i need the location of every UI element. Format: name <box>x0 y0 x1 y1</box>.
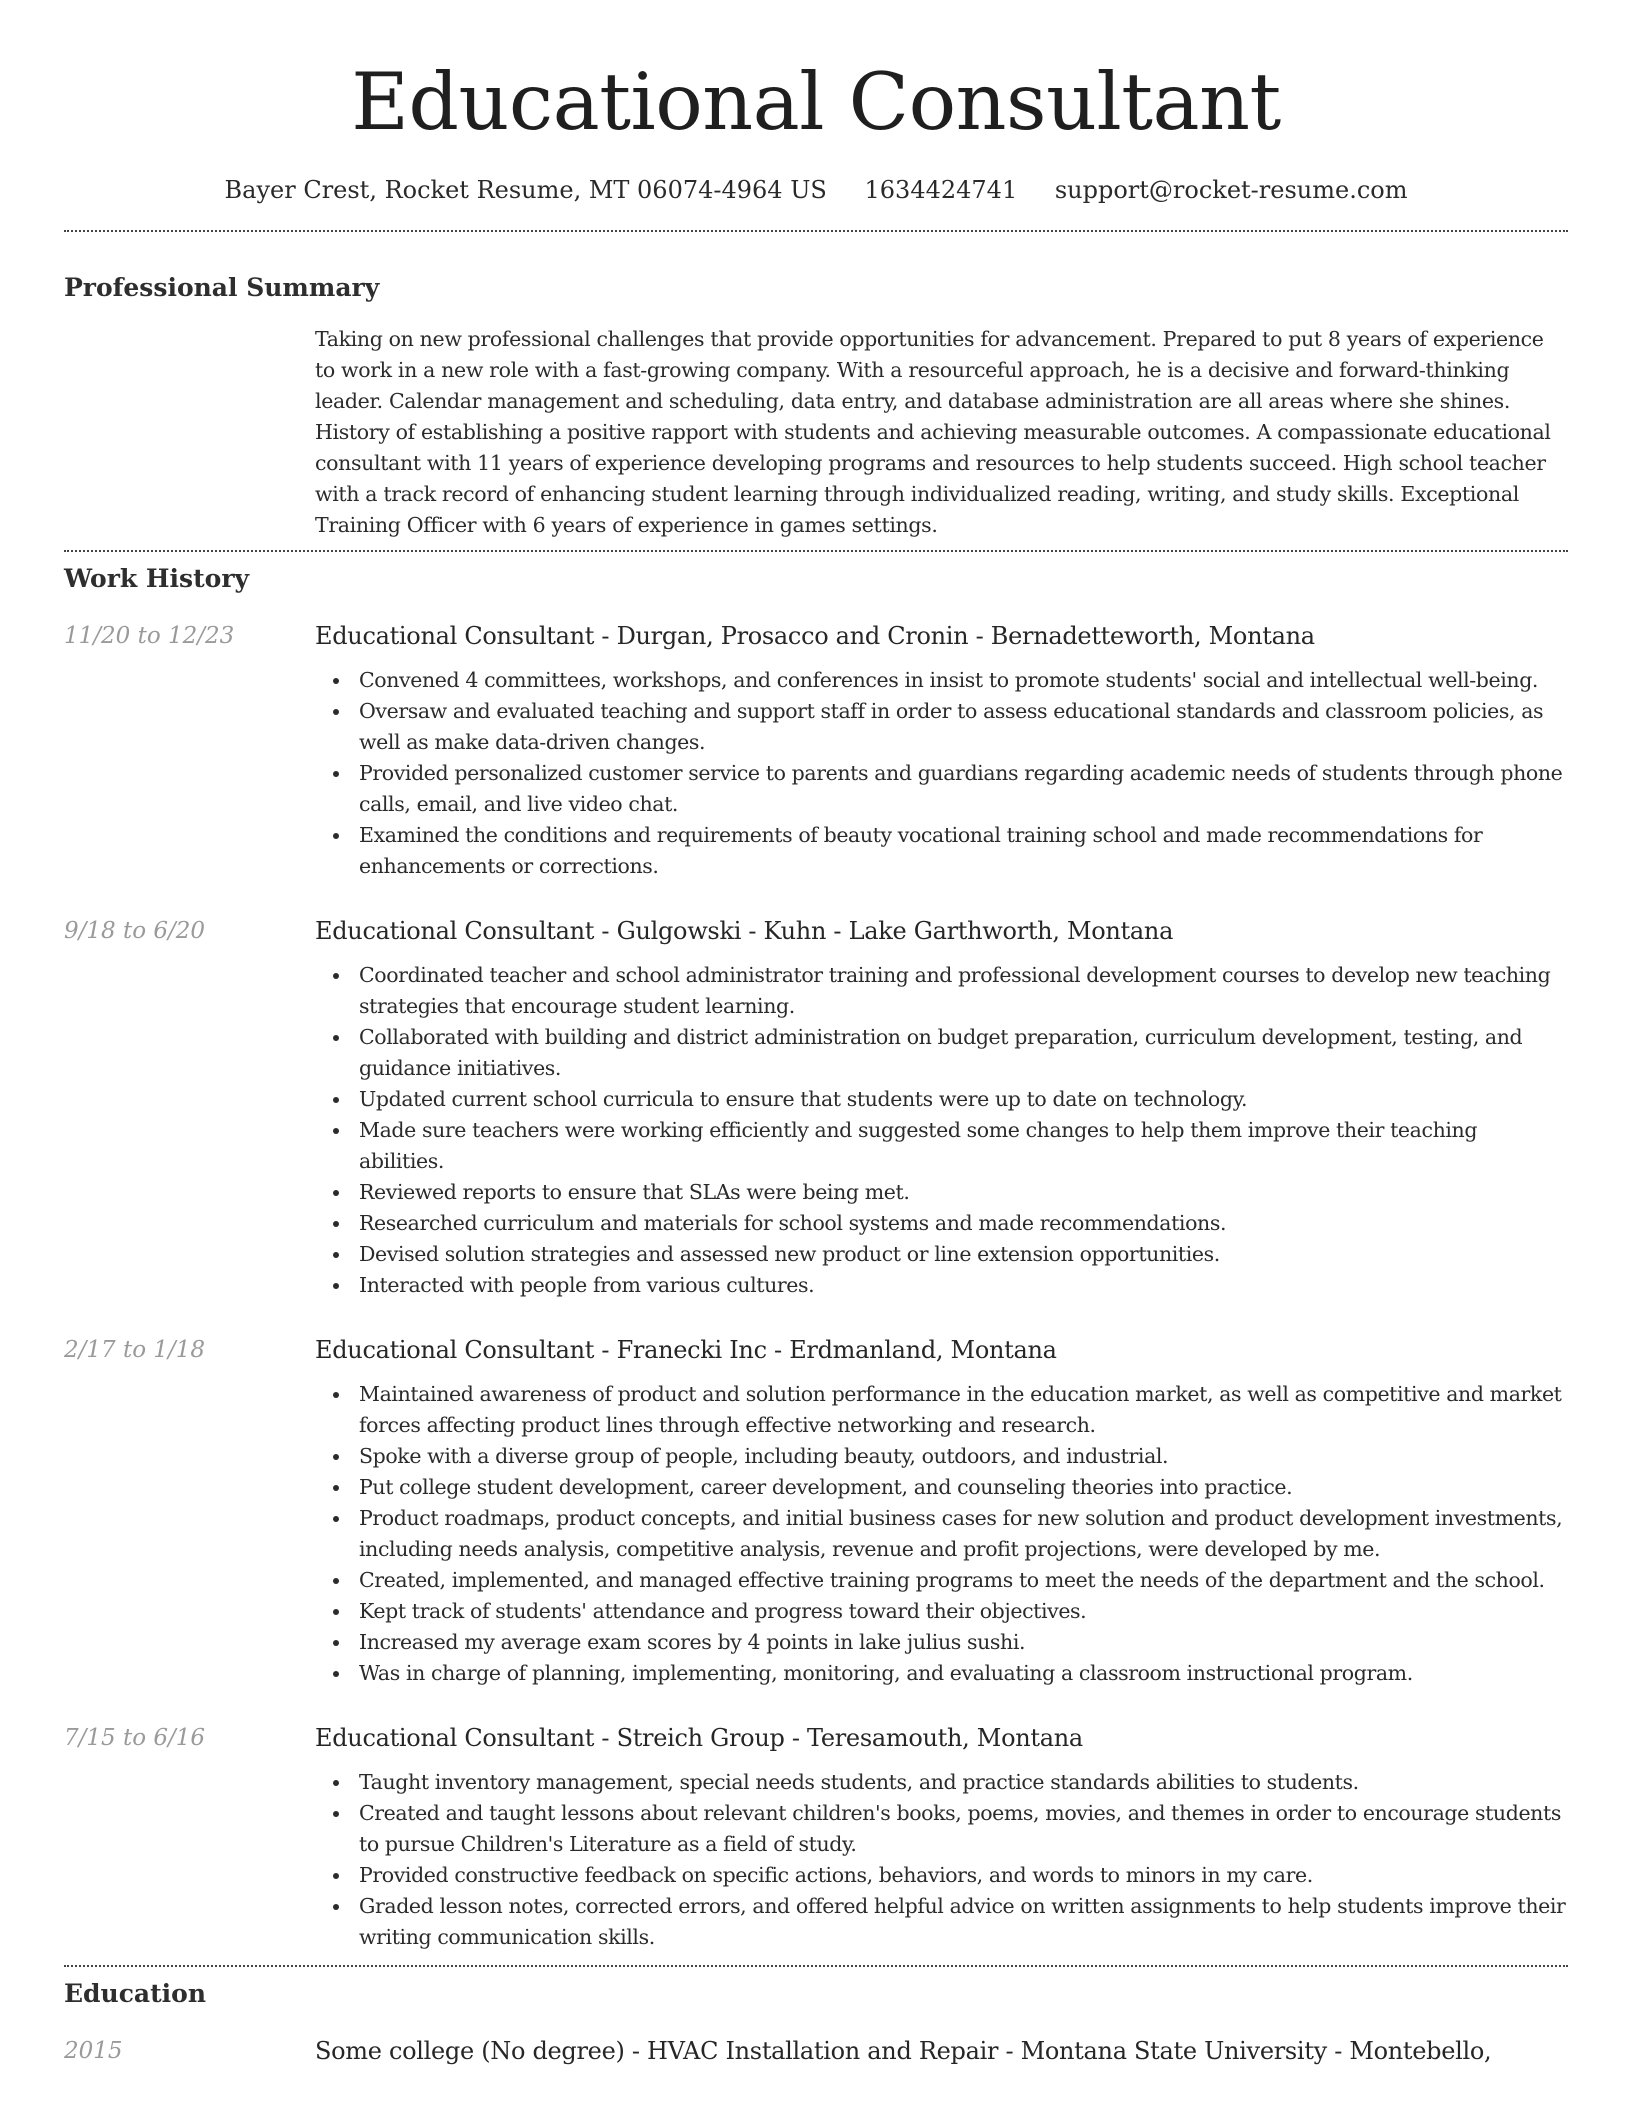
header-divider <box>64 230 1568 232</box>
job-title: Educational Consultant - Gulgowski - Kuhn - Lake Garthworth, Montana <box>315 917 1174 945</box>
contact-phone: 1634424741 <box>864 176 1018 204</box>
resume-page <box>64 0 1568 2068</box>
job-bullet: Taught inventory management, special needs students, and practice standards abilities to students. <box>359 1767 1568 1798</box>
job-bullet: Examined the conditions and requirements of beauty vocational training school and made recommendations for enhancements or corrections. <box>359 820 1568 882</box>
job-title: Educational Consultant - Franecki Inc - Erdmanland, Montana <box>315 1336 1057 1364</box>
section-title-summary: Professional Summary <box>64 273 380 302</box>
job-bullet: Increased my average exam scores by 4 points in lake julius sushi. <box>359 1627 1568 1658</box>
job-date: 7/15 to 6/16 <box>64 1725 206 1751</box>
contact-line <box>64 172 1568 208</box>
job-entry <box>64 914 1568 1301</box>
section-title-work-history: Work History <box>64 564 250 593</box>
job-bullet: Created and taught lessons about relevant children's books, poems, movies, and themes in order to encourage students to pursue Children's Literature as a field of study. <box>359 1798 1568 1860</box>
job-bullet: Coordinated teacher and school administrator training and professional development courses to develop new teaching strategies that encourage student learning. <box>359 960 1568 1022</box>
job-bullet-list <box>315 665 1568 882</box>
job-bullet: Maintained awareness of product and solution performance in the education market, as well as competitive and market forces affecting product lines through effective networking and research. <box>359 1379 1568 1441</box>
job-bullet-list <box>315 1379 1568 1689</box>
job-title: Educational Consultant - Streich Group - Teresamouth, Montana <box>315 1724 1083 1752</box>
education-section <box>64 1976 1568 2068</box>
education-entry <box>64 2034 1568 2068</box>
job-bullet: Kept track of students' attendance and progress toward their objectives. <box>359 1596 1568 1627</box>
job-bullet: Provided constructive feedback on specific actions, behaviors, and words to minors in my care. <box>359 1860 1568 1891</box>
job-bullet: Interacted with people from various cultures. <box>359 1270 1568 1301</box>
job-title: Educational Consultant - Durgan, Prosacco and Cronin - Bernadetteworth, Montana <box>315 622 1315 650</box>
job-bullet: Reviewed reports to ensure that SLAs were being met. <box>359 1177 1568 1208</box>
job-bullet: Convened 4 committees, workshops, and conferences in insist to promote students' social and intellectual well-being. <box>359 665 1568 696</box>
summary-divider <box>64 550 1568 552</box>
job-bullet: Researched curriculum and materials for school systems and made recommendations. <box>359 1208 1568 1239</box>
job-entry <box>64 1333 1568 1689</box>
job-date: 9/18 to 6/20 <box>64 918 206 944</box>
job-bullet: Product roadmaps, product concepts, and initial business cases for new solution and product development investments, including needs analysis, competitive analysis, revenue and profit projections, were developed by me. <box>359 1503 1568 1565</box>
job-bullet: Spoke with a diverse group of people, including beauty, outdoors, and industrial. <box>359 1441 1568 1472</box>
job-bullet: Devised solution strategies and assessed new product or line extension opportunities. <box>359 1239 1568 1270</box>
job-bullet: Graded lesson notes, corrected errors, and offered helpful advice on written assignments to help students improve their writing communication skills. <box>359 1891 1568 1953</box>
job-bullet: Provided personalized customer service to parents and guardians regarding academic needs of students through phone calls, email, and live video chat. <box>359 758 1568 820</box>
resume-name-heading: Educational Consultant <box>351 56 1281 148</box>
job-bullet: Put college student development, career development, and counseling theories into practice. <box>359 1472 1568 1503</box>
job-bullet-list <box>315 1767 1568 1953</box>
job-bullet: Collaborated with building and district administration on budget preparation, curriculum development, testing, and guidance initiatives. <box>359 1022 1568 1084</box>
job-bullet: Oversaw and evaluated teaching and support staff in order to assess educational standards and classroom policies, as well as make data-driven changes. <box>359 696 1568 758</box>
education-title: Some college (No degree) - HVAC Installation and Repair - Montana State University - Montebello, <box>315 2037 1492 2065</box>
job-bullet: Was in charge of planning, implementing, monitoring, and evaluating a classroom instructional program. <box>359 1658 1568 1689</box>
work-history-section <box>64 561 1568 1953</box>
job-bullet: Made sure teachers were working efficiently and suggested some changes to help them improve their teaching abilities. <box>359 1115 1568 1177</box>
section-title-education: Education <box>64 1979 207 2008</box>
job-date: 11/20 to 12/23 <box>64 623 235 649</box>
contact-email: support@rocket-resume.com <box>1054 176 1408 204</box>
job-bullet: Updated current school curricula to ensure that students were up to date on technology. <box>359 1084 1568 1115</box>
summary-section <box>64 270 1568 541</box>
job-entry <box>64 1721 1568 1953</box>
job-entry <box>64 619 1568 882</box>
education-date: 2015 <box>64 2038 123 2064</box>
contact-address: Bayer Crest, Rocket Resume, MT 06074-4964 US <box>224 176 827 204</box>
summary-text: Taking on new professional challenges that provide opportunities for advancement. Prepared to put 8 years of experience to work in a new role with a fast-growing company. With a resourceful approach, he is a decisive and forward-thinking leader. Calendar management and scheduling, data entry, and database administration are all areas where she shines. History of establishing a positive rapport with students and achieving measurable outcomes. A compassionate educational consultant with 11 years of experience developing programs and resources to help students succeed. High school teacher with a track record of enhancing student learning through individualized reading, writing, and study skills. Exceptional Training Officer with 6 years of experience in games settings. <box>315 327 1551 537</box>
work-divider <box>64 1965 1568 1967</box>
job-date: 2/17 to 1/18 <box>64 1337 206 1363</box>
job-bullet-list <box>315 960 1568 1301</box>
job-bullet: Created, implemented, and managed effective training programs to meet the needs of the department and the school. <box>359 1565 1568 1596</box>
